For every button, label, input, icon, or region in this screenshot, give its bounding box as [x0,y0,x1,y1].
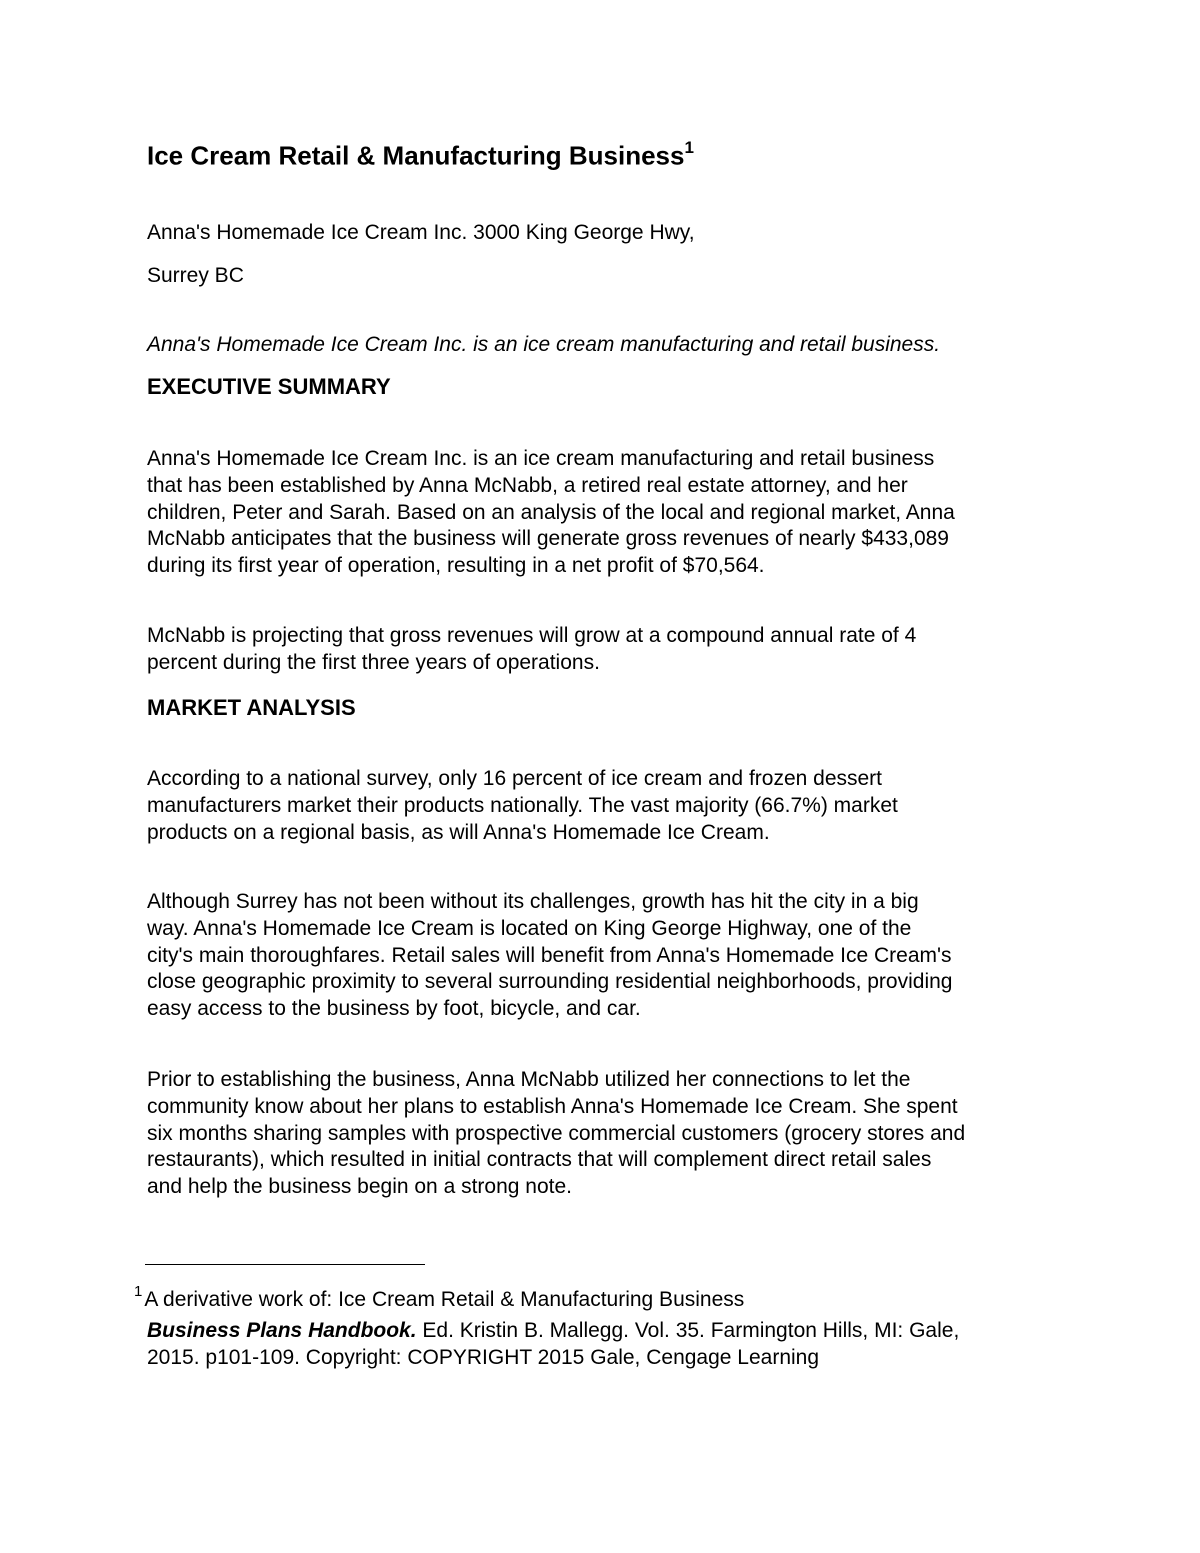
paragraph-line: percent during the first three years of operations. [147,650,600,674]
footnote-text: A derivative work of: Ice Cream Retail & Manufacturing Business [144,1288,745,1311]
section-heading-market-analysis: MARKET ANALYSIS [147,695,356,720]
document-title [147,140,694,172]
paragraph-line: Although Surrey has not been without its challenges, growth has hit the city in a big [147,890,919,913]
paragraph [147,889,1077,1023]
footnote-separator [145,1264,425,1265]
paragraph [147,1067,1077,1201]
paragraph-line: restaurants), which resulted in initial contracts that will complement direct retail sales [147,1148,932,1172]
paragraph-line: way. Anna's Homemade Ice Cream is located on King George Highway, one of the [147,916,912,940]
paragraph [147,623,1077,677]
paragraph-line: close geographic proximity to several surrounding residential neighborhoods, providing [147,970,953,994]
paragraph-line: McNabb anticipates that the business will generate gross revenues of nearly $433,089 [147,527,949,551]
tagline: Anna's Homemade Ice Cream Inc. is an ice cream manufacturing and retail business. [147,333,941,356]
citation-details-continued: 2015. p101-109. Copyright: COPYRIGHT 2015 Gale, Cengage Learning [147,1346,820,1369]
citation-title: Business Plans Handbook. [147,1319,417,1342]
paragraph-line: According to a national survey, only 16 percent of ice cream and frozen dessert [147,767,883,790]
paragraph-line: McNabb is projecting that gross revenues will grow at a compound annual rate of 4 [147,624,917,647]
citation-details: Ed. Kristin B. Mallegg. Vol. 35. Farmington Hills, MI: Gale, [416,1319,960,1342]
paragraph-line: community know about her plans to establish Anna's Homemade Ice Cream. She spent [147,1094,958,1118]
footnote [134,1281,744,1313]
paragraph-line: during its first year of operation, resulting in a net profit of $70,564. [147,554,765,578]
title-footnote-marker: 1 [684,138,694,157]
address-line-2: Surrey BC [147,264,244,287]
title-text: Ice Cream Retail & Manufacturing Business [147,140,685,171]
footnote-citation [147,1317,959,1371]
footnote-marker: 1 [134,1283,143,1300]
paragraph-line: products on a regional basis, as will Anna's Homemade Ice Cream. [147,820,770,844]
paragraph-line: Anna's Homemade Ice Cream Inc. is an ice cream manufacturing and retail business [147,447,935,470]
paragraph-line: that has been established by Anna McNabb, a retired real estate attorney, and her [147,473,908,497]
paragraph-line: children, Peter and Sarah. Based on an analysis of the local and regional market, Anna [147,500,955,524]
paragraph-line: Prior to establishing the business, Anna McNabb utilized her connections to let the [147,1068,911,1091]
address-line-1: Anna's Homemade Ice Cream Inc. 3000 King George Hwy, [147,221,695,244]
paragraph [147,446,1077,580]
paragraph-line: easy access to the business by foot, bicycle, and car. [147,997,641,1021]
paragraph-line: city's main thoroughfares. Retail sales will benefit from Anna's Homemade Ice Cream's [147,943,952,967]
section-heading-executive-summary: EXECUTIVE SUMMARY [147,374,391,399]
paragraph-line: and help the business begin on a strong note. [147,1175,572,1199]
paragraph [147,766,1077,846]
paragraph-line: manufacturers market their products nationally. The vast majority (66.7%) market [147,793,898,817]
paragraph-line: six months sharing samples with prospective commercial customers (grocery stores and [147,1121,966,1145]
